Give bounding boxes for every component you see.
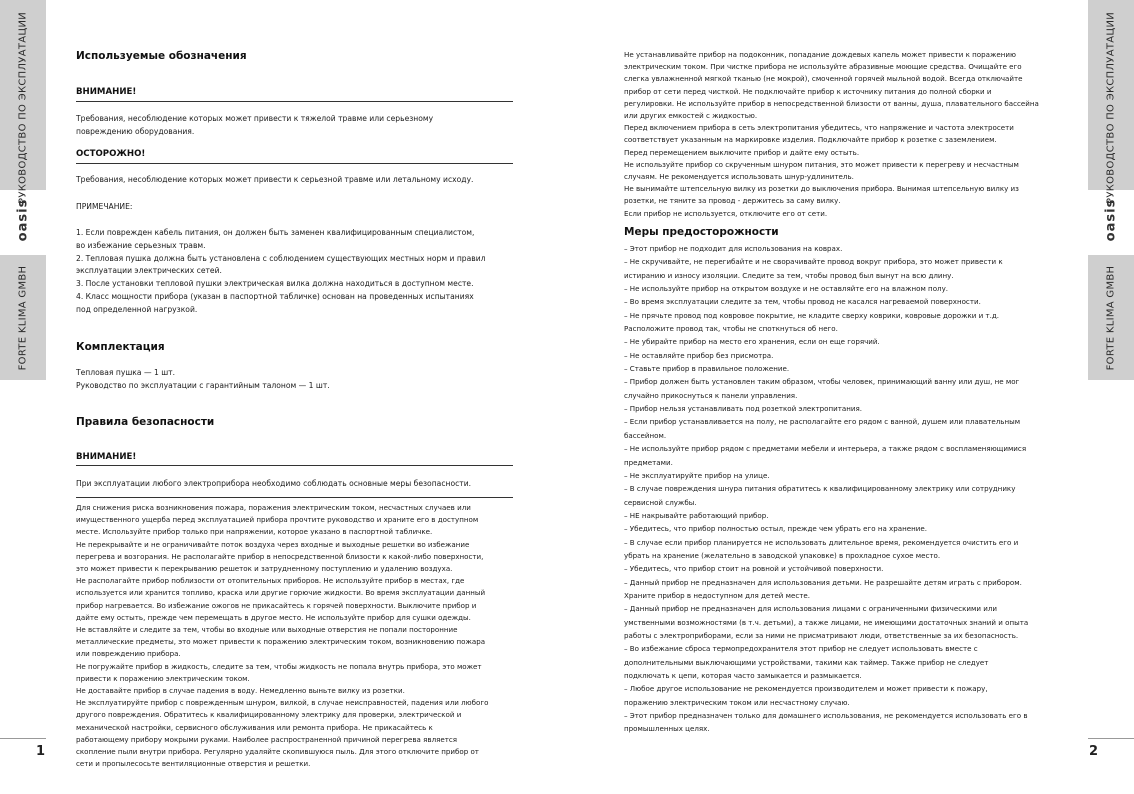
note-line: 1. Если поврежден кабель питания, он должен быть заменен квалифицированным специалистом,: [76, 228, 475, 237]
precaution-line: – Во избежание сброса термопредохранителя этот прибор не следует использовать вместе с: [624, 644, 978, 654]
safety-warning-label: ВНИМАНИЕ!: [76, 452, 137, 462]
note-line: 3. После установки тепловой пушки электрическая вилка должна находиться в доступном месте.: [76, 279, 474, 289]
precaution-line: работы с электроприборами, если за ними не присматривают люди, ответственные за их безопасность.: [624, 630, 1019, 640]
precaution-line: – Не оставляйте прибор без присмотра.: [624, 350, 774, 360]
precaution-line: – Не скручивайте, не перегибайте и не сворачивайте провод вокруг прибора, это может привести к: [624, 257, 1003, 267]
note-line: под определенной нагрузкой.: [76, 304, 198, 314]
brand-logo: oasis: [1103, 198, 1119, 242]
warning-label: ВНИМАНИЕ!: [76, 87, 137, 97]
precaution-line: – Во время эксплуатации следите за тем, чтобы провод не касался нагреваемой поверхности.: [624, 297, 981, 307]
divider: [76, 497, 513, 498]
safety-intro: При эксплуатации любого электроприбора необходимо соблюдать основные меры безопасности.: [76, 479, 472, 488]
intro-line: Не устанавливайте прибор на подоконник, попадание дождевых капель может привести к поражению: [624, 50, 1016, 59]
safety-line: или повреждению прибора.: [76, 649, 181, 659]
precaution-line: предметами.: [624, 457, 673, 467]
intro-line: Перед перемещением выключите прибор и дайте ему остыть.: [624, 147, 860, 157]
intro-line: регулировки. Не используйте прибор в непосредственной близости от ванны, душа, плавательного бассейна: [624, 98, 1039, 108]
precaution-line: – В случае повреждения шнура питания обратитесь к квалифицированному электрику или сотруднику: [624, 484, 1016, 494]
left-sidebar: [0, 0, 46, 794]
safety-line: Для снижения риска возникновения пожара, поражения электрическим током, несчастных случаев или: [76, 503, 471, 512]
intro-line: случаям. Не рекомендуется использовать шнур-удлинитель.: [624, 172, 854, 182]
safety-line: механической настройки, сервисного обслуживания или ремонта прибора. Не прикасайтесь к: [76, 722, 433, 732]
safety-line: другого повреждения. Обратитесь к квалифицированному электрику для проверки, электрической и: [76, 710, 462, 720]
kit-list: [76, 367, 330, 393]
note-line: 4. Класс мощности прибора (указан в паспортной табличке) основан на проведенных испытаниях: [76, 291, 474, 301]
precaution-line: сервисной службы.: [624, 497, 697, 507]
intro-line: электрическим током. При чистке прибора не используйте абразивные моющие средства. Очищайте его: [624, 62, 1022, 72]
safety-line: дайте ему остыть, прежде чем перемещать в другое место. Не используйте прибор для сушки одежды.: [76, 612, 471, 622]
intro-line: Не вынимайте штепсельную вилку из розетки до выключения прибора. Вынимая штепсельную вилку из: [624, 184, 1019, 194]
safety-line: Не вставляйте и следите за тем, чтобы во входные или выходные отверстия не попали посторонние: [76, 625, 458, 635]
precaution-line: промышленных целях.: [624, 724, 710, 734]
safety-line: Не располагайте прибор поблизости от отопительных приборов. Не используйте прибор в местах, где: [76, 576, 465, 586]
precaution-line: Храните прибор в недоступном для детей месте.: [624, 590, 811, 600]
safety-line: прибор нагревается. Во избежание ожогов не прикасайтесь к горячей поверхности. Выключите прибор и: [76, 600, 477, 610]
safety-line: металлические предметы, это может привести к поражению электрическим током, возникновению пожара: [76, 637, 486, 647]
note-label: ПРИМЕЧАНИЕ:: [76, 202, 133, 211]
precaution-line: – Если прибор устанавливается на полу, не располагайте его рядом с ванной, душем или плавательным: [624, 417, 1021, 427]
precaution-line: подключать к цепи, которая часто замыкается и размыкается.: [624, 671, 862, 680]
intro-line: соответствует указанным на маркировке изделия. Подключайте прибор к розетке с заземлением.: [624, 135, 997, 145]
kit-item: Руководство по эксплуатации с гарантийным талоном — 1 шт.: [76, 380, 330, 390]
precaution-line: – В случае если прибор планируется не использовать длительное время, рекомендуется очистить его и: [624, 537, 1019, 547]
sidebar-company-label: FORTE KLIMA GMBH: [1105, 265, 1117, 371]
safety-line: используется или хранится топливо, краска или другие горючие жидкости. Во время эксплуатации данный: [76, 588, 486, 598]
precaution-line: убрать на хранение (желательно в заводской упаковке) в прохладное сухое место.: [624, 550, 941, 560]
intro-line: Если прибор не используется, отключите его от сети.: [624, 208, 828, 218]
right-sidebar: [1088, 0, 1134, 794]
precaution-line: бассейном.: [624, 430, 667, 440]
caution-text: Требования, несоблюдение которых может привести к серьезной травме или летальному исходу.: [76, 175, 474, 184]
intro-text: [624, 49, 1050, 220]
precaution-line: – Ставьте прибор в правильное положение.: [624, 364, 790, 374]
precaution-line: случайно прикоснуться к панели управления.: [624, 390, 798, 400]
page-number-divider: [1088, 738, 1134, 739]
safety-line: скопление пыли внутри прибора. Регулярно удаляйте скопившуюся пыль. Для этого отключите прибор от: [76, 747, 479, 757]
precaution-line: – Убедитесь, что прибор полностью остыл, прежде чем убрать его на хранение.: [624, 524, 927, 534]
intro-line: Перед включением прибора в сеть электропитания убедитесь, что напряжение и частота электросети: [624, 123, 1014, 133]
safety-title: Правила безопасности: [76, 416, 215, 428]
precaution-line: – Данный прибор не предназначен для использования детьми. Не разрешайте детям играть с прибором.: [624, 577, 1022, 587]
divider: [76, 465, 513, 466]
safety-line: Не доставайте прибор в случае падения в воду. Немедленно выньте вилку из розетки.: [76, 686, 405, 696]
safety-line: сети и пропылесосьте вентиляционные отверстия и решетки.: [76, 759, 311, 769]
page-number-divider: [0, 738, 46, 739]
precaution-line: истиранию и износу изоляции. Следите за тем, чтобы провод был вынут на всю длину.: [624, 270, 954, 280]
safety-text: [76, 502, 513, 770]
precaution-line: – Не эксплуатируйте прибор на улице.: [624, 470, 770, 480]
safety-line: месте. Используйте прибор только при напряжении, которое указано в паспортной табличке.: [76, 527, 433, 537]
precaution-line: – НЕ накрывайте работающий прибор.: [624, 510, 769, 520]
precaution-line: умственными возможностями (в т.ч. детьми), а также лицами, не имеющими достаточных знаний и опыта: [624, 617, 1029, 627]
precautions-list: [624, 242, 1050, 736]
note-line: во избежание серьезных травм.: [76, 240, 206, 250]
warning-text: Требования, несоблюдение которых может привести к тяжелой травме или серьезному повреждению оборудования.: [76, 114, 434, 136]
precaution-line: – Прибор должен быть установлен таким образом, чтобы человек, принимающий ванну или душ, не мог: [624, 377, 1020, 387]
intro-line: или других емкостей с жидкостью.: [624, 111, 758, 121]
safety-line: имущественного ущерба перед эксплуатацией прибора прочтите руководство и храните его в доступном: [76, 515, 479, 525]
sidebar-manual-label: РУКОВОДСТВО ПО ЭКСПЛУАТАЦИИ: [1105, 11, 1117, 205]
precaution-line: – Прибор нельзя устанавливать под розеткой электропитания.: [624, 404, 863, 414]
page-number-right: 2: [1089, 744, 1099, 759]
intro-line: Не используйте прибор со скрученным шнуром питания, это может привести к перегреву и несчастным: [624, 159, 1019, 169]
intro-line: прибор от сети перед чисткой. Не подключайте прибор к источнику питания до полной сборки и: [624, 86, 992, 96]
safety-line: Не погружайте прибор в жидкость, следите за тем, чтобы жидкость не попала внутрь прибора, это может: [76, 661, 482, 671]
safety-line: это может привести к перекрыванию решеток и затрудненному поступлению и удалению воздуха.: [76, 564, 453, 574]
symbols-title: Используемые обозначения: [76, 50, 247, 62]
page-number-left: 1: [36, 744, 46, 759]
brand-logo: oasis: [15, 198, 31, 242]
safety-line: Не эксплуатируйте прибор с поврежденным шнуром, вилкой, в случае неисправностей, падения или любого: [76, 698, 489, 708]
divider: [76, 163, 513, 164]
precaution-line: – Не убирайте прибор на место его хранения, если он еще горячий.: [624, 337, 880, 347]
safety-line: работающему прибору мокрыми руками. Наиболее распространенной причиной перегрева является: [76, 734, 458, 744]
precaution-line: – Этот прибор предназначен только для домашнего использования, не рекомендуется использовать его в: [624, 711, 1028, 721]
sidebar-company-label: FORTE KLIMA GMBH: [17, 265, 29, 371]
intro-line: слегка увлажненной мягкой тканью (не мокрой), смоченной горячей мыльной водой. Всегда отключайте: [624, 74, 1023, 84]
caution-label: ОСТОРОЖНО!: [76, 149, 146, 159]
safety-line: привести к поражению электрическим током.: [76, 673, 250, 683]
sidebar-manual-label: РУКОВОДСТВО ПО ЭКСПЛУАТАЦИИ: [17, 11, 29, 205]
precaution-line: дополнительными выключающими устройствами, такими как таймер. Также прибор не следует: [624, 657, 989, 667]
intro-line: розетки, не тяните за провод - держитесь за саму вилку.: [624, 196, 841, 206]
precaution-line: – Убедитесь, что прибор стоит на ровной и устойчивой поверхности.: [624, 564, 884, 574]
precaution-line: – Данный прибор не предназначен для использования лицами с ограниченными физическими или: [624, 604, 997, 614]
kit-title: Комплектация: [76, 341, 165, 353]
precaution-line: – Не прячьте провод под ковровое покрытие, не кладите сверху коврики, ковровые дорожки и т.д.: [624, 310, 1000, 320]
divider: [76, 101, 513, 102]
precaution-line: – Не используйте прибор на открытом воздухе и не оставляйте его на влажном полу.: [624, 284, 949, 294]
note-line: эксплуатации электрических сетей.: [76, 266, 222, 276]
kit-item: Тепловая пушка — 1 шт.: [76, 368, 175, 377]
safety-line: Не перекрывайте и не ограничивайте поток воздуха через входные и выходные решетки во избежание: [76, 539, 470, 549]
notes-list: [76, 227, 513, 317]
precaution-line: Расположите провод так, чтобы не споткнуться об него.: [624, 324, 838, 334]
precaution-line: – Любое другое использование не рекомендуется производителем и может привести к пожару,: [624, 684, 988, 694]
safety-line: перегрева и возгорания. Не располагайте прибор в непосредственной близости к какой-либо поверхности,: [76, 551, 484, 561]
precautions-title: Меры предосторожности: [624, 226, 779, 238]
precaution-line: – Не используйте прибор рядом с предметами мебели и интерьера, а также рядом с воспламеняющимися: [624, 444, 1027, 454]
precaution-line: поражению электрическим током или несчастному случаю.: [624, 697, 850, 707]
precaution-line: – Этот прибор не подходит для использования на коврах.: [624, 244, 843, 253]
note-line: 2. Тепловая пушка должна быть установлена с соблюдением существующих местных норм и правил: [76, 253, 486, 263]
